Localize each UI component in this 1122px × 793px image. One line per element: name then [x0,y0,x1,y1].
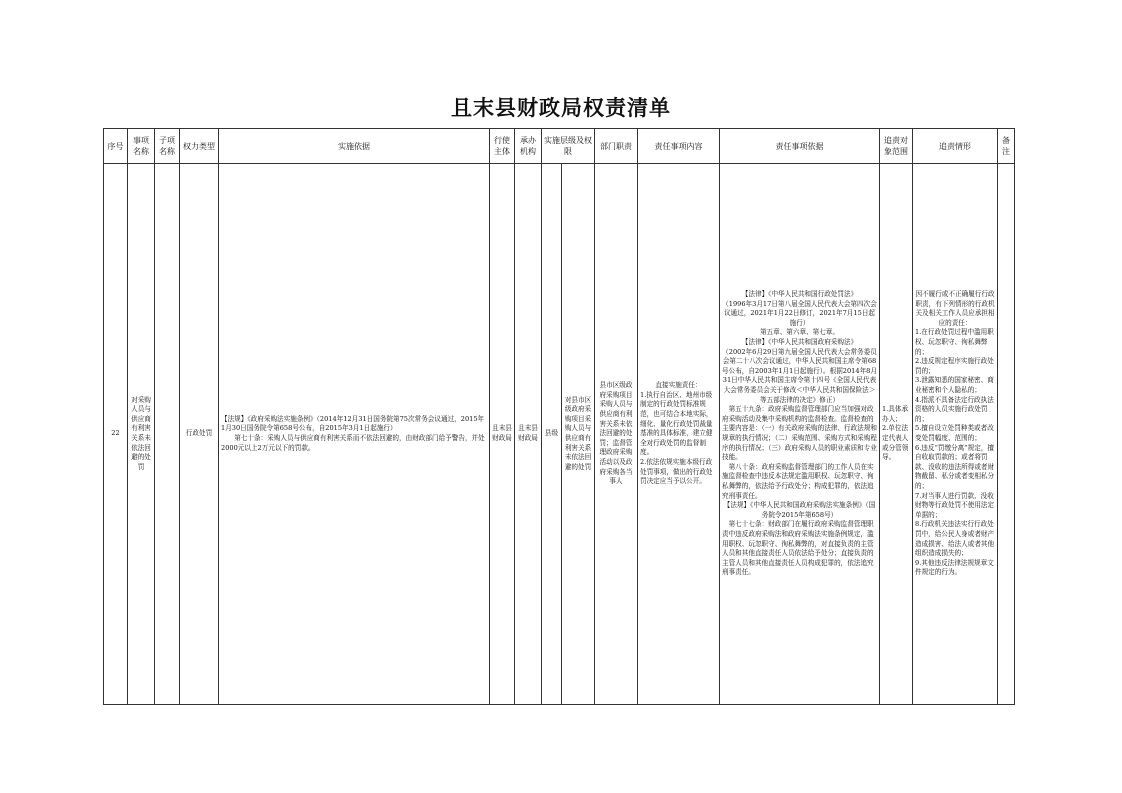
resp-basis-law-title: 【法律】《中华人民共和国行政处罚法》 [741,290,858,299]
situation-intro: 因不履行或不正确履行行政职责，有下列情形的行政机关及相关工作人员应承担相应的责任： [915,290,995,327]
situation-item: 8.行政机关违法实行行政处罚中，给公民人身或者财产造成损害、给法人或者其他组织造成损失的； [915,520,995,558]
cell-resp-content [638,164,720,705]
resp-content-item: 1.执行自治区、地州市级制定的行政处罚标准规范，也可结合本地实际，细化、量化行政处罚裁量基准的具体标准，建立健全对行政处罚的监督制度。 [640,390,713,457]
resp-basis-article: 第八十条：政府采购监督管理部门的工作人员在实施监督检查中违反本法规定滥用职权、玩忽职守、徇私舞弊的，依法给予行政处分；构成犯罪的，依法追究刑事责任。 [722,462,874,500]
cell-dept-duty: 县市区级政府采购项目采购人员与供应商有利害关系未依法回避的处罚；监督管理政府采购活动以及政府采购各当事人 [595,164,638,705]
responsibility-table [103,128,1015,705]
situation-item: 7.对当事人进行罚款、没收财物等行政处罚不使用法定单据的； [915,491,995,519]
scope-item: 1.具体承办人； [882,405,909,423]
header-level: 实施层级及权限 [542,129,595,164]
scope-item: 2.单位法定代表人或分管领导。 [882,424,909,462]
header-subject: 行使主体 [490,129,515,164]
header-scope: 追责对象范围 [880,129,913,164]
basis-article: 第七十条：采购人员与供应商有利害关系而不依法回避的，由财政部门给予警告，并处2000元以上2万元以下的罚款。 [221,434,485,452]
resp-basis-article: 第五章、第六章、第七章。 [759,328,840,337]
situation-item: 2.违反规定程序实施行政处罚的； [915,357,994,375]
header-dept-duty: 部门职责 [595,129,638,164]
situation-item: 3.泄露知悉的国家秘密、商业秘密和个人隐私的； [915,376,994,395]
cell-power-type: 行政处罚 [180,164,219,705]
situation-item: 1.在行政处罚过程中滥用职权、玩忽职守、徇私舞弊的； [915,328,994,356]
cell-scope [880,164,913,705]
table-row [104,164,1015,705]
resp-basis-note: （2002年6月29日第九届全国人民代表大会常务委员会第二十八次会议通过，中华人民共和国主席令第68号公布，自2003年1月1日起施行）。根据2014年8月31日中华人民共和国主席令第十四号《全国人民代表大会常务委员会关于修改＜中华人民共和国保险法＞等五部法律的决定》修正） [722,347,877,404]
situation-item: 9.其他违反法律法规规章文件规定的行为。 [915,558,994,577]
resp-basis-article: 第七十七条：财政部门在履行政府采购监督管理职责中违反政府采购法和政府采购法实施条例规定，滥用职权、玩忽职守、徇私舞弊的，对直接负责的主管人员和其他直接责任人员依法给予处分；直接负责的主管人员和其他直接责任人员构成犯罪的，依法追究刑事责任。 [722,520,874,577]
resp-basis-article: 第五十九条：政府采购监督管理部门应当加强对政府采购活动及集中采购机构的监督检查。监督检查的主要内容是：（一）有关政府采购的法律、行政法规和规章的执行情况；（二）采购范围、采购方式和采购程序的执行情况；（三）政府采购人员的职业素质和专业技能。 [722,405,877,462]
cell-seq: 22 [104,164,128,705]
cell-sub-item-name [155,164,180,705]
header-situation: 追责情形 [913,129,998,164]
header-sub-item-name: 子项名称 [155,129,180,164]
header-org: 承办机构 [515,129,542,164]
resp-basis-law-title: 【法规】《中华人民共和国政府采购法实施条例》（国务院令2015年第658号） [723,501,876,519]
cell-remark [998,164,1015,705]
cell-basis [219,164,490,705]
resp-basis-law-title: 【法律】《中华人民共和国政府采购法》 [741,338,858,347]
header-item-name: 事项名称 [128,129,155,164]
header-row [104,129,1015,164]
header-resp-content: 责任事项内容 [638,129,720,164]
situation-item: 4.指派不具备法定行政执法资格的人员实施行政处罚的； [915,395,994,423]
cell-resp-basis [720,164,880,705]
header-remark: 备注 [998,129,1015,164]
header-seq: 序号 [104,129,128,164]
resp-content-item: 2.依法依规实施本级行政处罚事项，做出的行政处罚决定应当予以公开。 [640,457,713,486]
header-basis: 实施依据 [219,129,490,164]
cell-subject: 且末县财政局 [490,164,515,705]
cell-level-detail: 对县市区级政府采购项目采购人员与供应商有利害关系未依法回避的处罚 [562,164,595,705]
cell-org: 且末县财政局 [515,164,542,705]
cell-item-name: 对采购人员与供应商有利害关系未依法回避的处罚 [128,164,155,705]
header-resp-basis: 责任事项依据 [720,129,880,164]
resp-basis-note: （1996年3月17日第八届全国人民代表大会第四次会议通过，2021年1月22日修订，2021年7月15日起施行） [722,299,877,327]
cell-situation [913,164,998,705]
situation-item: 6.违反“罚缴分离”规定，擅自收取罚款的；或者将罚款、没收的违法所得或者财物截留、私分或者变相私分的； [915,443,995,490]
page-title: 且末县财政局权责清单 [451,95,671,120]
resp-content-title: 直接实施责任： [655,381,702,390]
header-power-type: 权力类型 [180,129,219,164]
basis-regulation: 【法规】《政府采购法实施条例》（2014年12月31日国务院第75次常务会议通过，2015年1月30日国务院令第658号公布，自2015年3月1日起施行） [221,414,485,433]
situation-item: 5.擅自设立处罚种类或者改变处罚幅度、范围的； [915,424,994,442]
cell-level: 县级 [542,164,562,705]
